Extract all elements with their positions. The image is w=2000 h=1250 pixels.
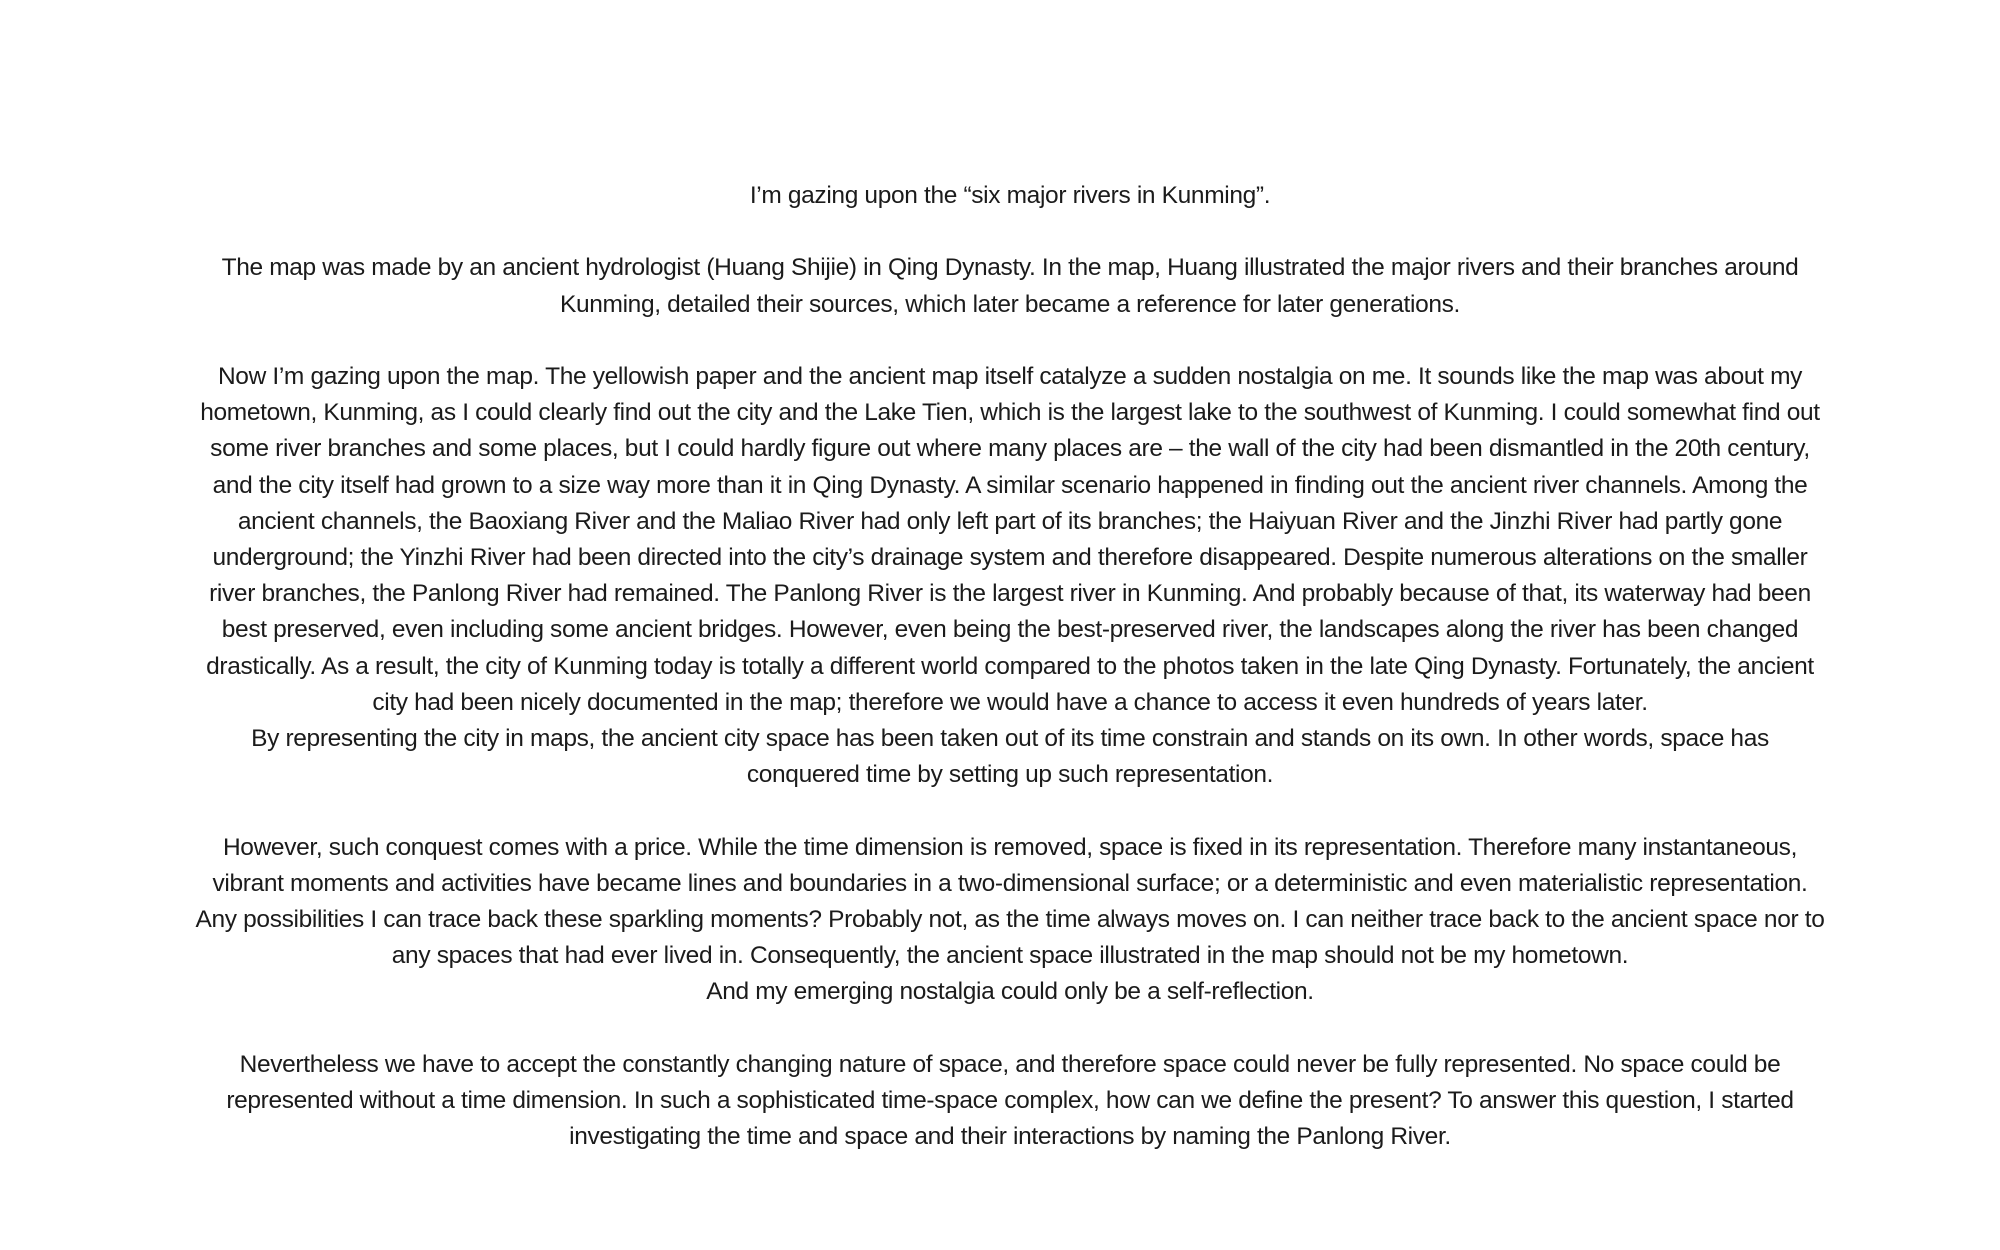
paragraph-representation: By representing the city in maps, the ancient city space has been taken out of its time constrain and stands on its own. In other words, space has conquered time by setting up such representation. <box>251 725 1769 789</box>
paragraph-intro: I’m gazing upon the “six major rivers in Kunming”. <box>749 182 1271 209</box>
essay-body <box>195 178 1825 1155</box>
paragraph-conclusion: Nevertheless we have to accept the constantly changing nature of space, and therefore space could never be fully represented. No space could be represented without a time dimension. In such a sophisticated time-space complex, how can we define the present? To answer this question, I started investigating the time and space and their interactions by naming the Panlong River. <box>226 1050 1794 1151</box>
paragraph-conquest-price: However, such conquest comes with a price. While the time dimension is removed, space is fixed in its representation. Therefore many instantaneous, vibrant moments and activities have became lines and boundaries in a two-dimensional surface; or a deterministic and even materialistic representation. Any possibilities I can trace back these sparkling moments? Probably not, as the time always moves on. I can neither trace back to the ancient space nor to any spaces that had ever lived in. Consequently, the ancient space illustrated in the map should not be my hometown. <box>195 833 1825 970</box>
paragraph-self-reflection: And my emerging nostalgia could only be a self-reflection. <box>706 978 1314 1006</box>
paragraph-nostalgia: Now I’m gazing upon the map. The yellowish paper and the ancient map itself catalyze a sudden nostalgia on me. It sounds like the map was about my hometown, Kunming, as I could clearly find out the city and the Lake Tien, which is the largest lake to the southwest of Kunming. I could somewhat find out some river branches and some places, but I could hardly figure out where many places are – the wall of the city had been dismantled in the 20th century, and the city itself had grown to a size way more than it in Qing Dynasty. A similar scenario happened in finding out the ancient river channels. Among the ancient channels, the Baoxiang River and the Maliao River had only left part of its branches; the Haiyuan River and the Jinzhi River had partly gone underground; the Yinzhi River had been directed into the city’s drainage system and therefore disappeared. Despite numerous alterations on the smaller river branches, the Panlong River had remained. The Panlong River is the largest river in Kunming. And probably because of that, its waterway had been best preserved, even including some ancient bridges. However, even being the best-preserved river, the landscapes along the river has been changed drastically. As a result, the city of Kunming today is totally a different world compared to the photos taken in the late Qing Dynasty. Fortunately, the ancient city had been nicely documented in the map; therefore we would have a chance to access it even hundreds of years later. <box>200 362 1820 716</box>
paragraph-map-origin: The map was made by an ancient hydrologist (Huang Shijie) in Qing Dynasty. In the map, Huang illustrated the major rivers and their branches around Kunming, detailed their sources, which later became a reference for later generations. <box>221 254 1799 318</box>
